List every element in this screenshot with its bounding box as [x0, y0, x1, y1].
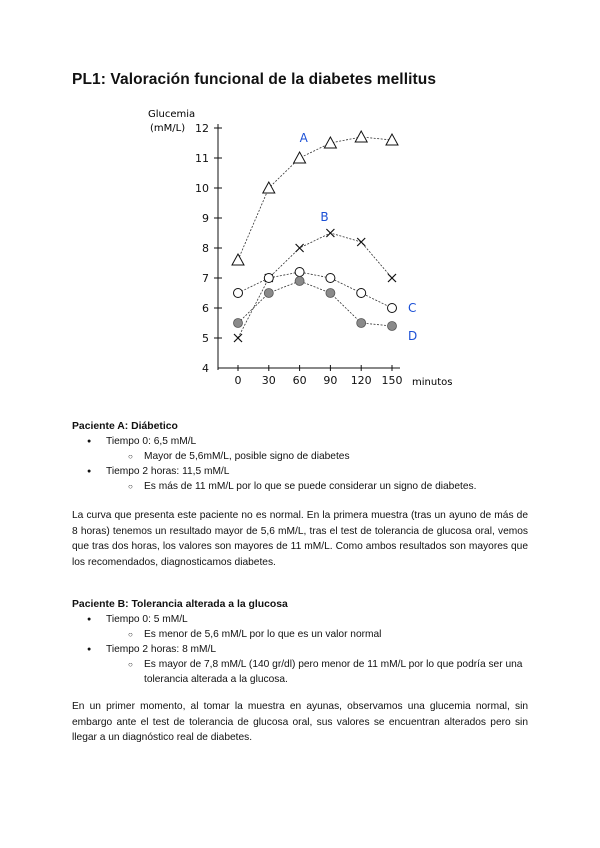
- series-c-point: [234, 289, 243, 298]
- series-c-point: [295, 268, 304, 277]
- y-tick-label: 12: [195, 122, 209, 135]
- series-d-line: [238, 281, 392, 326]
- series-a-point: [355, 131, 367, 142]
- y-tick-label: 8: [202, 242, 209, 255]
- series-b-line: [238, 233, 392, 338]
- series-d-point: [264, 289, 273, 298]
- series-c-line: [238, 272, 392, 308]
- patient-a-heading: Paciente A: Diábetico: [72, 421, 178, 432]
- y-tick-label: 10: [195, 182, 209, 195]
- y-tick-label: 6: [202, 302, 209, 315]
- series-c-point: [388, 304, 397, 313]
- patient-b-paragraph: En un primer momento, al tomar la muestra en ayunas, observamos una glucemia normal, sin embargo ante el test de tolerancia de glucosa oral, sus valores se encuentran alterados pero sin llegar a un diagnóstico real de diabetes.: [72, 701, 528, 744]
- patient-a-paragraph: La curva que presenta este paciente no es normal. En la primera muestra (tras un ayuno de más de 8 horas) tenemos un resultado mayor de 5,6 mM/L, tras el test de tolerancia de glucosa oral, vemos que tras dos horas, los valores son mayores de 11 mM/L. Como ambos resultados son mayores que los recomendados, diagnosticamos diabetes.: [72, 510, 528, 568]
- x-tick-label: 0: [234, 374, 242, 387]
- list-subitem: ○ Es menor de 5,6 mM/L por lo que es un valor normal: [72, 627, 530, 642]
- patient-a-section: [72, 419, 530, 494]
- y-axis-label: Glucemia: [148, 109, 196, 120]
- series-a-point: [232, 254, 244, 265]
- x-tick-label: 120: [350, 374, 372, 387]
- patient-b-heading: Paciente B: Tolerancia alterada a la glucosa: [72, 599, 288, 610]
- series-a-point: [294, 152, 306, 163]
- series-b-point: [388, 274, 396, 282]
- series-d-point: [357, 319, 366, 328]
- series-c-label: C: [408, 301, 417, 315]
- series-a-point: [324, 137, 336, 148]
- y-tick-label: 4: [202, 362, 209, 375]
- page-title: PL1: Valoración funcional de la diabetes mellitus: [72, 71, 437, 88]
- series-d-point: [295, 277, 304, 286]
- patient-a-list: [72, 434, 530, 494]
- y-tick-label: 9: [202, 212, 209, 225]
- list-item: ● Tiempo 2 horas: 11,5 mM/L: [72, 464, 530, 479]
- x-tick-label: 150: [381, 374, 403, 387]
- series-d-label: D: [408, 329, 418, 343]
- x-tick-label: 90: [323, 374, 338, 387]
- list-subitem: ○ Mayor de 5,6mM/L, posible signo de diabetes: [72, 449, 530, 464]
- y-axis-unit: (mM/L): [150, 123, 186, 134]
- list-item: ● Tiempo 2 horas: 8 mM/L: [72, 642, 530, 657]
- patient-b-list: [72, 612, 530, 687]
- series-b-point: [234, 334, 242, 342]
- series-d-point: [234, 319, 243, 328]
- list-subitem: ○ Es mayor de 7,8 mM/L (140 gr/dl) pero menor de 11 mM/L por lo que podría ser una tolerancia alterada a la glucosa.: [72, 657, 530, 687]
- list-item: ● Tiempo 0: 6,5 mM/L: [72, 434, 530, 449]
- series-c-point: [326, 274, 335, 283]
- series-b-label: B: [320, 210, 329, 224]
- series-a-line: [238, 137, 392, 260]
- series-d-point: [326, 289, 335, 298]
- series-b-point: [326, 229, 334, 237]
- series-a-label: A: [299, 131, 308, 145]
- series-d-point: [388, 322, 397, 331]
- patient-b-section: [72, 597, 530, 687]
- x-tick-label: 30: [261, 374, 276, 387]
- list-item: ● Tiempo 0: 5 mM/L: [72, 612, 530, 627]
- series-b-point: [357, 238, 365, 246]
- y-tick-label: 7: [202, 272, 209, 285]
- series-c-point: [264, 274, 273, 283]
- x-tick-label: 60: [292, 374, 307, 387]
- y-tick-label: 11: [195, 152, 209, 165]
- series-b-point: [296, 244, 304, 252]
- list-subitem: ○ Es más de 11 mM/L por lo que se puede considerar un signo de diabetes.: [72, 479, 530, 494]
- y-tick-label: 5: [202, 332, 209, 345]
- glucose-chart: [0, 0, 600, 400]
- x-axis-label: minutos: [412, 377, 453, 388]
- series-c-point: [357, 289, 366, 298]
